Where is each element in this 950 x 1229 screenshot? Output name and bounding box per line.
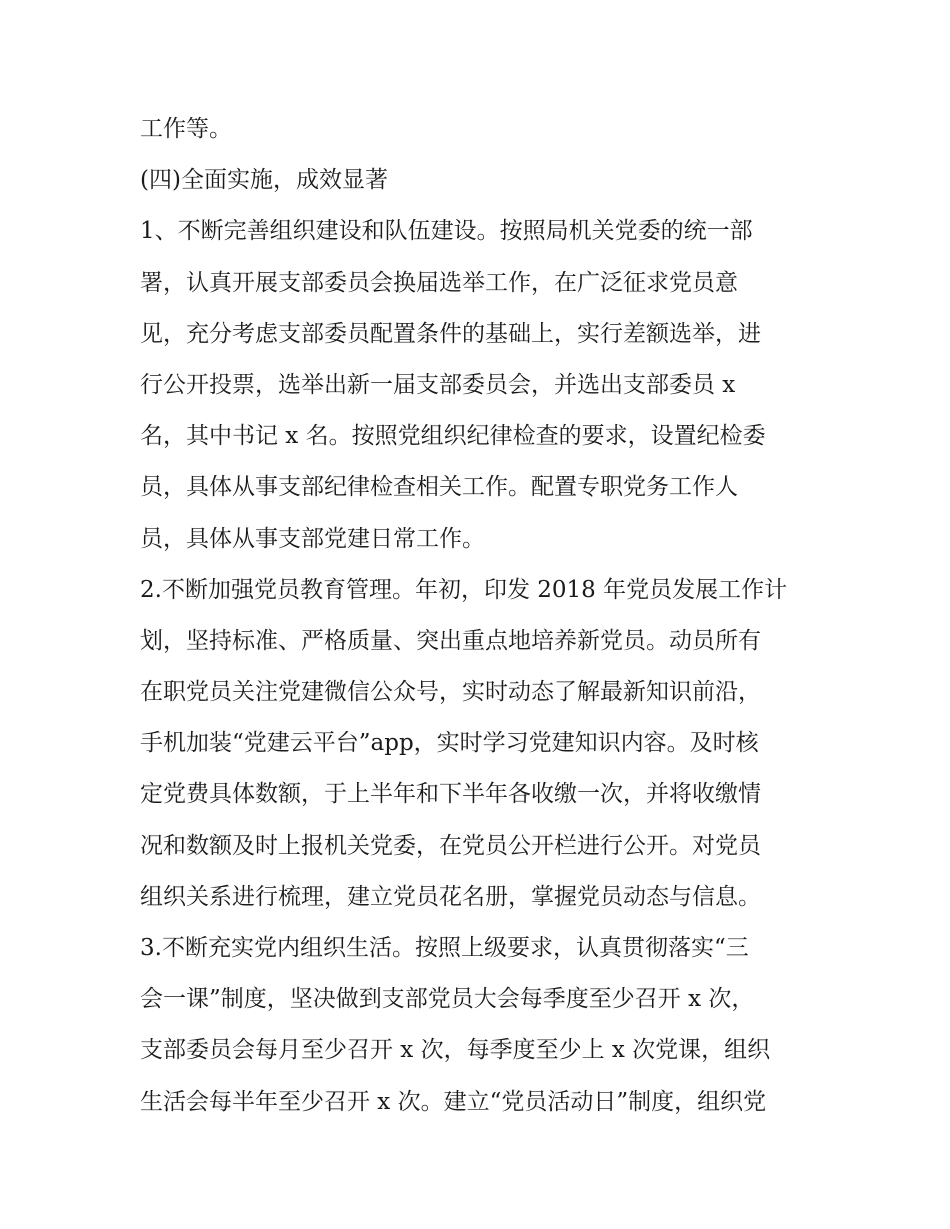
text-line: 1、不断完善组织建设和队伍建设。按照局机关党委的统一部	[140, 218, 753, 245]
text-line: 在职党员关注党建微信公众号，实时动态了解最新知识前沿，	[140, 679, 761, 706]
text-line: 况和数额及时上报机关党委，在党员公开栏进行公开。对党员	[140, 832, 761, 859]
text-line: 见，充分考虑支部委员配置条件的基础上，实行差额选举，进	[140, 320, 761, 347]
text-line: 行公开投票，选举出新一届支部委员会，并选出支部委员 x	[140, 371, 736, 398]
section-heading: (四)全面实施，成效显著	[140, 167, 388, 194]
text-line: 署，认真开展支部委员会换届选举工作，在广泛征求党员意	[140, 269, 738, 296]
text-line: 工作等。	[140, 116, 232, 142]
text-line: 2.不断加强党员教育管理。年初，印发 2018 年党员发展工作计	[140, 576, 788, 603]
body-text	[140, 104, 820, 1128]
text-line: 支部委员会每月至少召开 x 次，每季度至少上 x 次党课，组织	[140, 1037, 771, 1064]
text-line: 手机加装“党建云平台”app，实时学习党建知识内容。及时核	[140, 730, 759, 757]
text-line: 定党费具体数额，于上半年和下半年各收缴一次，并将收缴情	[140, 781, 761, 808]
text-line: 名，其中书记 x 名。按照党组织纪律检查的要求，设置纪检委	[140, 423, 766, 450]
text-line: 会一课”制度，坚决做到支部党员大会每季度至少召开 x 次，	[140, 986, 755, 1013]
text-line: 生活会每半年至少召开 x 次。建立“党员活动日”制度，组织党	[140, 1088, 767, 1115]
text-line: 划，坚持标准、严格质量、突出重点地培养新党员。动员所有	[140, 627, 761, 654]
text-line: 员，具体从事支部纪律检查相关工作。配置专职党务工作人	[140, 474, 738, 501]
text-line: 员，具体从事支部党建日常工作。	[140, 525, 485, 552]
text-line: 组织关系进行梳理，建立党员花名册，掌握党员动态与信息。	[140, 883, 761, 910]
text-line: 3.不断充实党内组织生活。按照上级要求，认真贯彻落实“三	[140, 935, 749, 961]
